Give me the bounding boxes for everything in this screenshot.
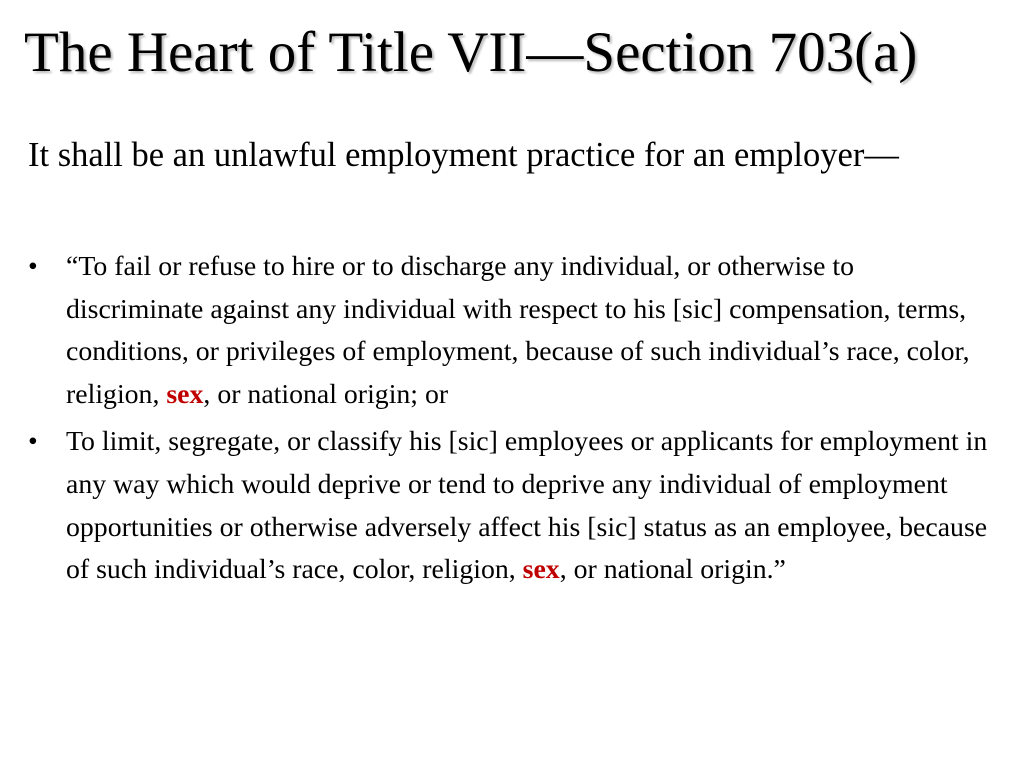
bullet-list bbox=[28, 246, 988, 597]
bullet-marker-icon: • bbox=[28, 251, 38, 282]
bullet-1-text: “To fail or refuse to hire or to discharge any individual, or otherwise to discriminate against any individual with respect to his [sic] compensation, terms, conditions, or privileges of employment, because of such individual’s race, color, religion, bbox=[66, 251, 970, 410]
bullet-marker-icon: • bbox=[28, 426, 38, 458]
bullet-item-2 bbox=[28, 421, 988, 591]
bullet-2-emphasis: sex bbox=[522, 554, 560, 586]
bullet-item-1 bbox=[28, 246, 988, 416]
bullet-1-text-end: , or national origin; or bbox=[203, 378, 449, 410]
slide-title: The Heart of Title VII—Section 703(a) bbox=[24, 21, 918, 84]
bullet-2-text-end: , or national origin.” bbox=[559, 554, 786, 586]
bullet-2-text: To limit, segregate, or classify his [sic] employees or applicants for employment in any way which would deprive or tend to deprive any individual of employment opportunities or otherwise adversely affect his [sic] status as an employee, because of such individual’s race, color, religion, bbox=[66, 426, 988, 586]
bullet-1-emphasis: sex bbox=[166, 378, 204, 410]
intro-text: It shall be an unlawful employment practice for an employer— bbox=[28, 136, 899, 174]
